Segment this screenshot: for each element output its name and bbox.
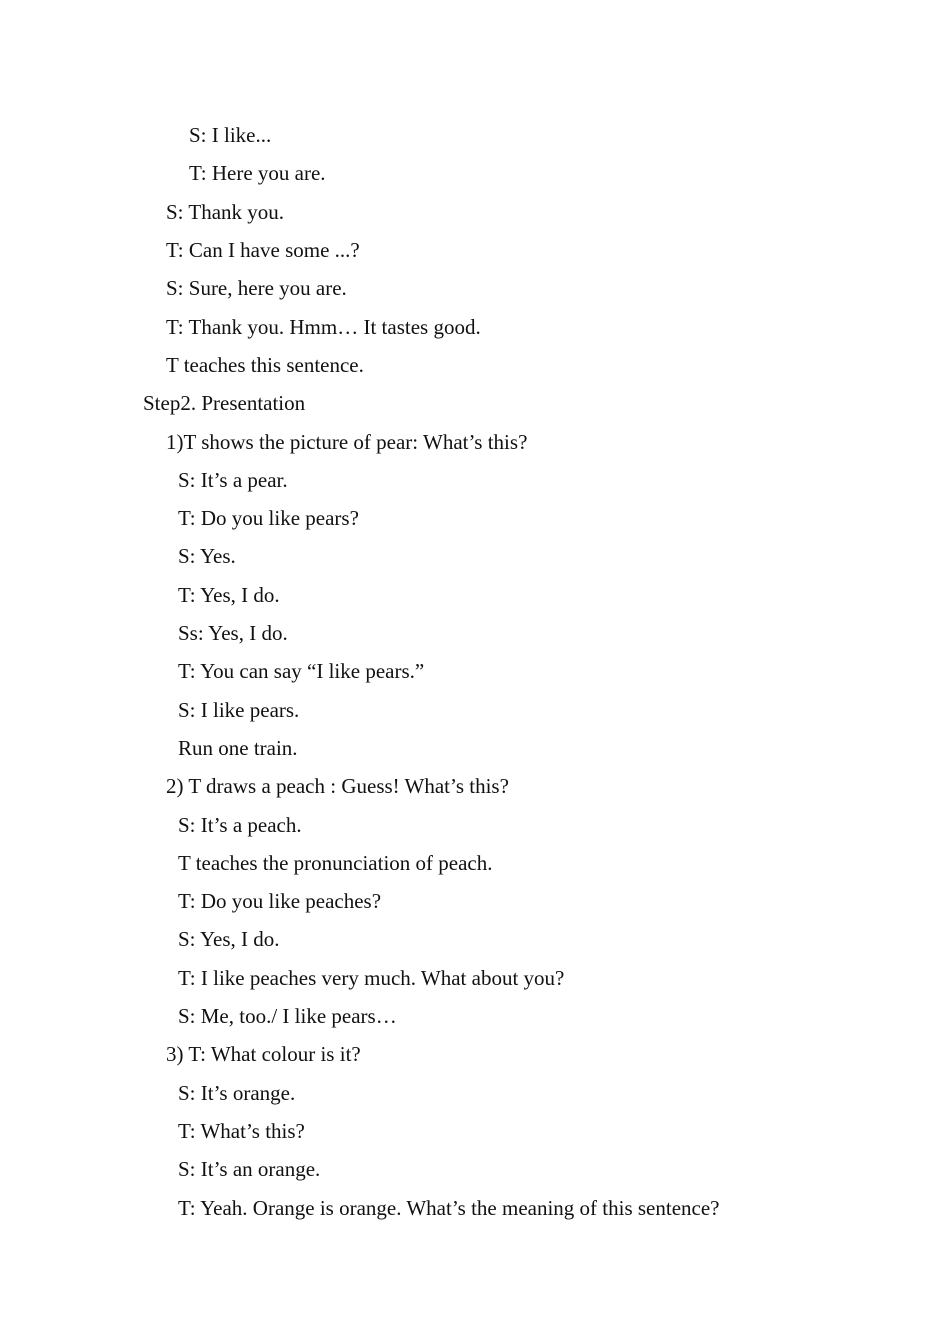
dialogue-line: T: Yes, I do. bbox=[178, 583, 280, 607]
dialogue-line: T: What’s this? bbox=[178, 1119, 305, 1143]
dialogue-line: S: Thank you. bbox=[166, 200, 285, 224]
dialogue-line: S: I like pears. bbox=[178, 698, 300, 722]
dialogue-line: S: It’s an orange. bbox=[178, 1157, 321, 1181]
dialogue-line: S: I like... bbox=[189, 123, 272, 147]
dialogue-line: Ss: Yes, I do. bbox=[178, 621, 288, 645]
dialogue-line: S: It’s a peach. bbox=[178, 813, 302, 837]
step-item: 3) T: What colour is it? bbox=[166, 1042, 361, 1066]
dialogue-line: T: Do you like peaches? bbox=[178, 889, 382, 913]
dialogue-line: T: Yeah. Orange is orange. What’s the meaning of this sentence? bbox=[178, 1196, 720, 1220]
dialogue-line: S: Yes. bbox=[178, 544, 236, 568]
step-item: 2) T draws a peach : Guess! What’s this? bbox=[166, 774, 509, 798]
dialogue-line: T: Thank you. Hmm… It tastes good. bbox=[166, 315, 481, 339]
dialogue-line: S: Me, too./ I like pears… bbox=[178, 1004, 397, 1028]
instruction-line: Run one train. bbox=[178, 736, 298, 760]
dialogue-line: S: Yes, I do. bbox=[178, 927, 280, 951]
dialogue-line: T: Here you are. bbox=[189, 161, 326, 185]
section-heading: Step2. Presentation bbox=[143, 391, 306, 415]
step-item: 1)T shows the picture of pear: What’s this? bbox=[166, 430, 528, 454]
dialogue-line: T: I like peaches very much. What about you? bbox=[178, 966, 565, 990]
dialogue-line: S: It’s a pear. bbox=[178, 468, 288, 492]
instruction-line: T teaches the pronunciation of peach. bbox=[178, 851, 493, 875]
dialogue-line: S: It’s orange. bbox=[178, 1081, 296, 1105]
dialogue-line: S: Sure, here you are. bbox=[166, 276, 347, 300]
dialogue-line: T: Can I have some ...? bbox=[166, 238, 360, 262]
instruction-line: T teaches this sentence. bbox=[166, 353, 364, 377]
dialogue-line: T: Do you like pears? bbox=[178, 506, 359, 530]
dialogue-line: T: You can say “I like pears.” bbox=[178, 659, 425, 683]
